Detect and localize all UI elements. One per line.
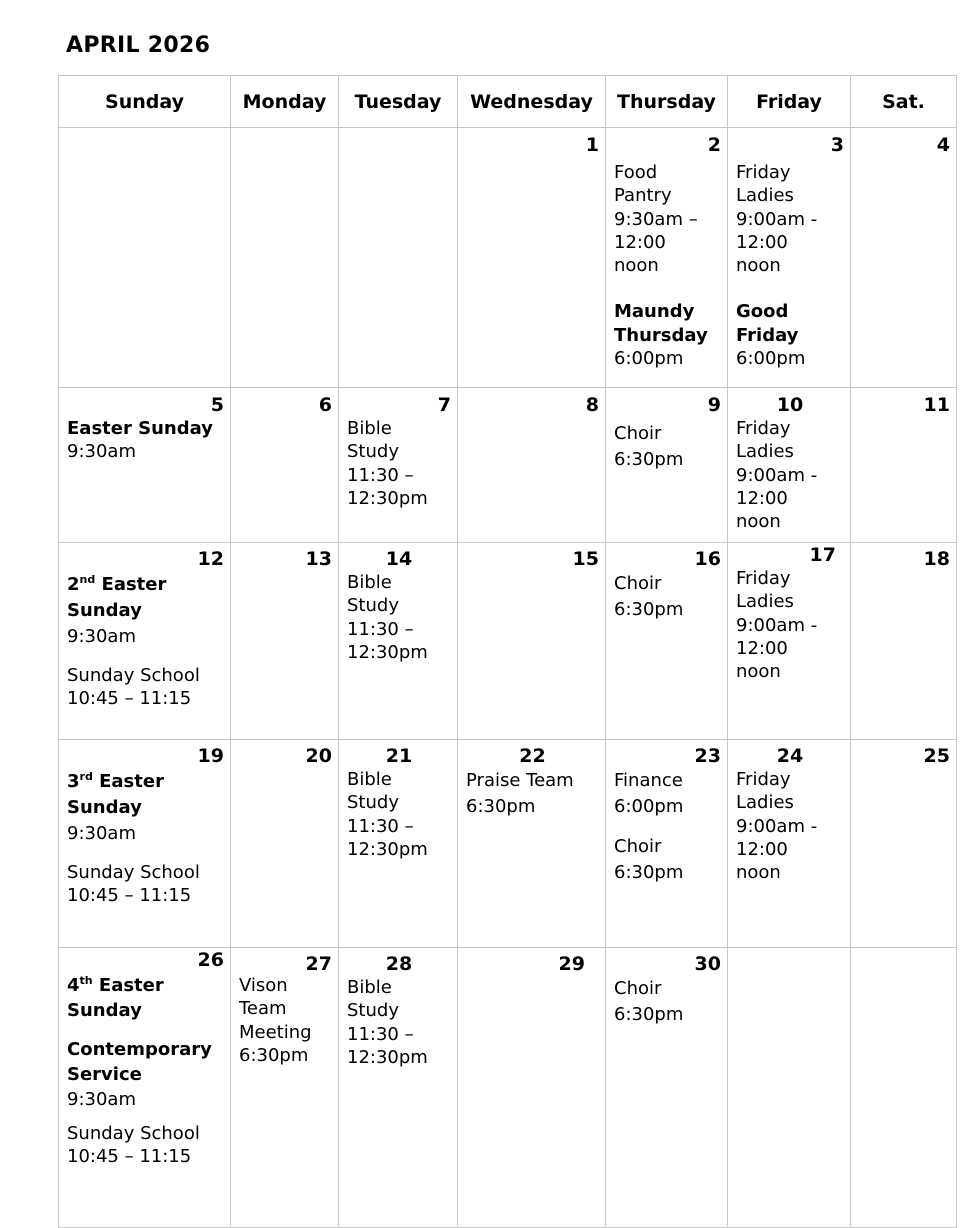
weekday-header: Tuesday — [339, 76, 458, 128]
event-time: 12:00 — [614, 231, 666, 253]
event-easter-sunday — [67, 572, 224, 650]
event-title: Easter Sunday — [67, 418, 213, 439]
day-cell — [606, 543, 728, 740]
day-number: 4 — [936, 134, 950, 156]
day-number: 28 — [385, 953, 413, 975]
event-time: 11:30 – — [347, 815, 414, 837]
day-cell — [851, 128, 957, 388]
day-number: 19 — [197, 745, 224, 767]
event-friday-ladies — [736, 768, 844, 884]
event-friday-ladies — [736, 567, 844, 683]
weekday-header: Sunday — [59, 76, 231, 128]
day-cell — [339, 740, 458, 948]
day-cell — [339, 543, 458, 740]
day-cell — [458, 740, 606, 948]
weekday-header-row — [59, 76, 957, 128]
page-title: APRIL 2026 — [66, 33, 211, 58]
event-time: 11:30 – — [347, 464, 414, 486]
week-row — [59, 948, 957, 1228]
event-text: Study — [347, 595, 399, 617]
event-easter-sunday — [67, 973, 224, 1023]
event-text: Food — [614, 162, 658, 183]
day-cell — [231, 740, 339, 948]
event-text: Ladies — [736, 591, 794, 613]
event-title: Easter — [92, 771, 164, 792]
event-bible-study — [347, 768, 451, 861]
event-choir — [614, 571, 721, 623]
day-cell — [458, 128, 606, 388]
event-time: 9:30am — [67, 441, 136, 463]
day-number: 7 — [437, 394, 451, 416]
day-cell — [59, 740, 231, 948]
event-choir — [614, 976, 721, 1028]
event-text: Ladies — [736, 185, 794, 207]
day-cell-empty — [339, 128, 458, 388]
day-cell — [606, 948, 728, 1228]
event-text: Study — [347, 1000, 399, 1022]
day-cell — [59, 543, 231, 740]
event-text: Study — [347, 792, 399, 814]
event-text: Friday — [736, 769, 791, 790]
week-row — [59, 128, 957, 388]
event-time: 6:30pm — [614, 449, 684, 470]
event-finance — [614, 768, 721, 820]
event-time: noon — [736, 255, 781, 277]
day-number: 14 — [385, 548, 413, 570]
week-row — [59, 543, 957, 740]
event-time: 10:45 – 11:15 — [67, 1146, 192, 1168]
event-text: Study — [347, 441, 399, 463]
event-time: noon — [736, 511, 781, 533]
weekday-header: Monday — [231, 76, 339, 128]
event-bible-study — [347, 976, 451, 1069]
event-title: Easter — [95, 574, 167, 595]
event-title: Easter — [92, 975, 164, 996]
event-sunday-school — [67, 861, 224, 908]
day-number: 17 — [809, 544, 836, 566]
event-text: Sunday School — [67, 1123, 200, 1144]
event-text: Friday — [736, 568, 791, 589]
event-title: 4 — [67, 975, 80, 996]
event-title: Service — [67, 1064, 142, 1085]
event-sunday-school — [67, 664, 224, 711]
event-contemporary-service — [67, 1037, 224, 1112]
day-number: 16 — [694, 548, 721, 570]
event-bible-study — [347, 417, 451, 510]
event-sunday-school — [67, 1122, 224, 1169]
event-text: Bible — [347, 977, 392, 998]
day-cell — [59, 388, 231, 543]
weekday-header: Thursday — [606, 76, 728, 128]
day-number: 25 — [923, 745, 950, 767]
event-time: 12:30pm — [347, 1046, 428, 1068]
event-easter-sunday — [67, 769, 224, 847]
event-text: Sunday School — [67, 665, 200, 686]
day-number: 5 — [210, 394, 224, 416]
event-choir — [614, 834, 721, 886]
event-text: Choir — [614, 836, 662, 857]
event-time: 9:00am - — [736, 208, 818, 230]
day-number: 29 — [558, 953, 585, 975]
event-time: 12:30pm — [347, 487, 428, 509]
day-cell-empty — [59, 128, 231, 388]
event-time: 12:00 — [736, 231, 788, 253]
event-text: Bible — [347, 769, 392, 790]
event-time: 6:00pm — [614, 796, 684, 817]
day-number: 9 — [707, 394, 721, 416]
day-cell — [458, 543, 606, 740]
event-choir — [614, 421, 721, 473]
day-cell — [458, 388, 606, 543]
day-number: 2 — [707, 134, 721, 156]
event-time: 11:30 – — [347, 1023, 414, 1045]
day-number: 21 — [385, 745, 413, 767]
event-text: Vison — [239, 975, 288, 996]
week-row — [59, 740, 957, 948]
event-easter-sunday — [67, 417, 224, 464]
day-number: 15 — [572, 548, 599, 570]
event-time: 11:30 – — [347, 618, 414, 640]
event-text: Bible — [347, 418, 392, 439]
day-number: 13 — [305, 548, 332, 570]
day-number: 10 — [776, 394, 804, 416]
week-row — [59, 388, 957, 543]
event-time: 6:30pm — [239, 1044, 309, 1066]
day-number: 20 — [305, 745, 332, 767]
ordinal-suffix: rd — [79, 770, 93, 783]
event-time: 9:00am - — [736, 464, 818, 486]
day-cell — [606, 388, 728, 543]
event-time: 12:00 — [736, 487, 788, 509]
event-vision-team-meeting — [239, 974, 332, 1067]
day-cell — [728, 388, 851, 543]
event-title: Thursday — [614, 324, 708, 346]
event-bible-study — [347, 571, 451, 664]
event-time: 6:30pm — [614, 599, 684, 620]
day-cell — [606, 740, 728, 948]
event-time: 9:30am — [67, 626, 136, 647]
day-cell — [231, 388, 339, 543]
event-title: 3 — [67, 771, 80, 792]
event-title: Good — [736, 301, 789, 323]
event-text: Ladies — [736, 441, 794, 463]
event-title: Maundy — [614, 301, 695, 323]
event-text: Choir — [614, 978, 662, 999]
weekday-header: Sat. — [851, 76, 957, 128]
event-food-pantry — [614, 161, 721, 370]
ordinal-suffix: th — [79, 974, 93, 987]
event-title: Friday — [736, 324, 799, 346]
day-cell — [59, 948, 231, 1228]
day-cell-empty — [728, 948, 851, 1228]
event-text: Choir — [614, 573, 662, 594]
event-time: 9:00am - — [736, 815, 818, 837]
day-cell — [339, 388, 458, 543]
day-cell-empty — [851, 948, 957, 1228]
event-text: Meeting — [239, 1021, 312, 1043]
event-praise-team — [466, 768, 599, 820]
weekday-header: Friday — [728, 76, 851, 128]
event-time: noon — [736, 661, 781, 683]
day-number: 24 — [776, 745, 804, 767]
day-number: 3 — [830, 134, 844, 156]
day-number: 26 — [197, 949, 224, 971]
event-time: 9:00am - — [736, 614, 818, 636]
event-time: 12:00 — [736, 637, 788, 659]
event-title: Sunday — [67, 797, 142, 818]
day-number: 23 — [694, 745, 721, 767]
event-title: Sunday — [67, 1000, 142, 1021]
day-cell — [339, 948, 458, 1228]
day-cell — [851, 388, 957, 543]
event-time: 10:45 – 11:15 — [67, 688, 192, 710]
day-cell — [851, 740, 957, 948]
day-number: 11 — [923, 394, 950, 416]
event-time: 12:30pm — [347, 838, 428, 860]
event-text: Ladies — [736, 792, 794, 814]
event-text: Choir — [614, 423, 662, 444]
event-text: Bible — [347, 572, 392, 593]
event-time: 6:30pm — [614, 1004, 684, 1025]
day-cell — [728, 740, 851, 948]
event-time: 6:30pm — [466, 796, 536, 817]
event-time: 6:00pm — [736, 348, 806, 370]
event-title: Sunday — [67, 600, 142, 621]
event-friday-ladies — [736, 417, 844, 533]
day-number: 30 — [694, 953, 721, 975]
event-time: 9:30am – — [614, 208, 698, 230]
day-number: 22 — [519, 745, 546, 767]
day-number: 8 — [585, 394, 599, 416]
event-text: Team — [239, 998, 287, 1020]
event-text: Sunday School — [67, 862, 200, 883]
day-number: 12 — [197, 548, 224, 570]
day-number: 27 — [305, 953, 332, 975]
event-time: 9:30am — [67, 823, 136, 844]
day-cell — [728, 543, 851, 740]
event-time: 12:00 — [736, 838, 788, 860]
event-time: 6:00pm — [614, 348, 684, 370]
day-cell — [606, 128, 728, 388]
event-title: 2 — [67, 574, 80, 595]
event-friday-ladies — [736, 161, 844, 370]
day-cell — [231, 948, 339, 1228]
event-text: Friday — [736, 162, 791, 183]
ordinal-suffix: nd — [79, 573, 96, 586]
event-text: Pantry — [614, 185, 672, 207]
event-title: Contemporary — [67, 1039, 212, 1060]
day-cell — [458, 948, 606, 1228]
event-text: Finance — [614, 770, 683, 791]
day-number: 18 — [923, 548, 950, 570]
event-time: 12:30pm — [347, 641, 428, 663]
event-time: 10:45 – 11:15 — [67, 885, 192, 907]
day-cell — [728, 128, 851, 388]
day-cell — [851, 543, 957, 740]
event-text: Praise Team — [466, 770, 574, 791]
event-time: noon — [736, 862, 781, 884]
event-time: 6:30pm — [614, 862, 684, 883]
event-time: 9:30am — [67, 1089, 136, 1110]
day-number: 1 — [585, 134, 599, 156]
day-cell — [231, 543, 339, 740]
weekday-header: Wednesday — [458, 76, 606, 128]
calendar-grid — [58, 75, 957, 1228]
day-cell-empty — [231, 128, 339, 388]
event-time: noon — [614, 255, 659, 277]
event-text: Friday — [736, 418, 791, 439]
day-number: 6 — [318, 394, 332, 416]
